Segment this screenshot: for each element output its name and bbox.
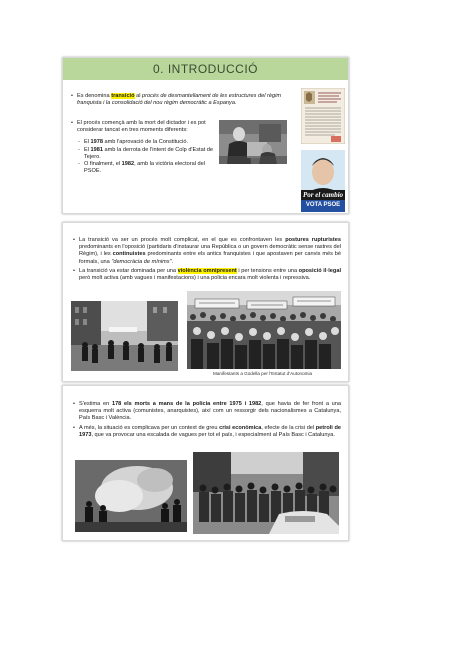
slide-transicio-violencia (62, 222, 349, 382)
bullet-definicio: • Es denomina transició al procés de desmantellament de les estructures del règim franquista i la consolidació del nou règim democràtic a Espanya. (69, 93, 292, 107)
constitution-document-image (301, 88, 345, 144)
slide3-text (71, 401, 341, 441)
strike-crowd-photo (193, 452, 339, 534)
riot-teargas-photo (75, 460, 187, 532)
photo-caption: Manifestants a Godella per l'Estatut d'Autonomia (213, 371, 313, 376)
bullet-postures: • La transició va ser un procés molt complicat, en el que es confrontaven les postures rupturistes predominants en l'oposició (partidaris d'instaurar una República o un govern democràtic sense rastres del Règim), i les continuistes predominants entre els antics franquistes i que apostaven per canvis més bé formals, una "democràcia de mínims". (71, 237, 341, 266)
demonstration-photo (187, 291, 341, 369)
king-speech-photo (219, 120, 287, 164)
dash-1981: - El 1981 amb la derrota de l'intent de Colp d'Estat de Tejero. (69, 147, 217, 161)
slide-morts-crisi (62, 385, 349, 541)
slide1-text (69, 93, 292, 109)
bullet-morts: • S'estima en 178 els morts a mans de la policia entre 1975 i 1982, que havia de fer front a una esquerra molt activa (comunistes, anarquistes), així com un ressorgir dels nacionalismes a Catalunya, País Basc i València. (71, 401, 341, 423)
poster-vote: VOTA PSOE (305, 202, 341, 208)
slide1-text-2 (69, 120, 217, 175)
bullet-violencia: • La transició va estar dominada per una violència omnipresent i per tensions entre una oposició il·legal però molt activa (amb vagues i manifestacions) i una policia encara molt violenta i repressiva. (71, 268, 341, 282)
slide-title: 0. INTRODUCCIÓ (152, 62, 258, 76)
dash-1978: - El 1978 amb l'aprovació de la Constitució. (69, 139, 217, 146)
slide2-text (71, 237, 341, 284)
slide-introduccio (62, 57, 349, 214)
slide-title-bar (63, 58, 348, 80)
police-street-photo (71, 301, 178, 371)
bullet-proces: • El procés començà amb la mort del dictador i es pot considerar tancat en tres moments diferents: (69, 120, 217, 134)
highlight-violencia: violència omnipresent (177, 267, 237, 274)
psoe-election-poster (301, 150, 345, 212)
bullet-crisi: • A més, la situació es complicava per un context de greu crisi econòmica, efecte de la crisi del petroli de 1973, que va provocar una escalada de vagues per tot el país, i especialment al País Basc i Catalunya. (71, 425, 341, 439)
dash-1982: - O finalment, el 1982, amb la victòria electoral del PSOE. (69, 161, 217, 175)
highlight-transicio: transició (111, 93, 135, 99)
poster-slogan: Por el cambio (302, 191, 344, 199)
